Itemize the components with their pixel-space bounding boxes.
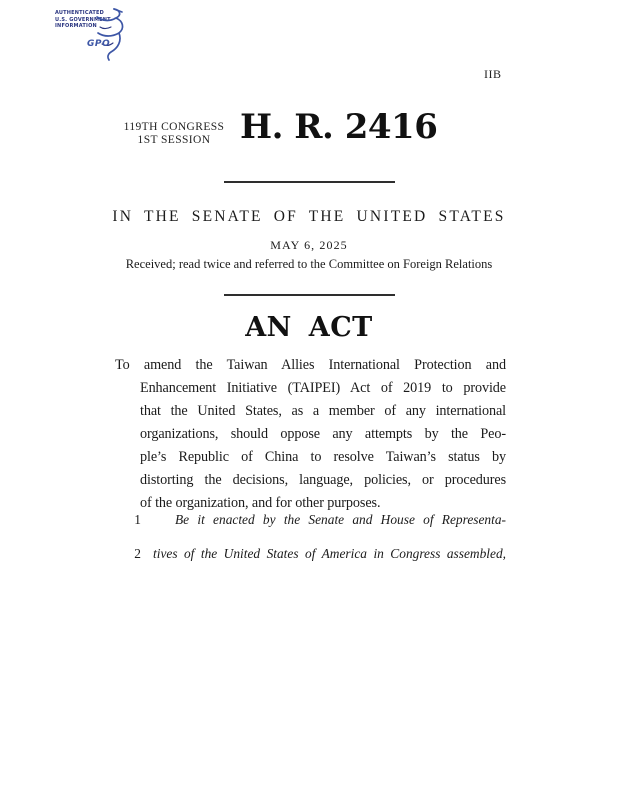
date-line: MAY 6, 2025 bbox=[270, 238, 348, 252]
gpo-eagle-icon bbox=[95, 7, 127, 61]
long-title-line: that the United States, as a member of any international bbox=[140, 403, 506, 419]
line-number: 2 bbox=[134, 546, 141, 561]
gpo-auth-line2: U.S. GOVERNMENT bbox=[55, 16, 111, 23]
referral-line: Received; read twice and referred to the Committee on Foreign Relations bbox=[125, 257, 493, 271]
long-title-line: organizations, should oppose any attempts by the Peo- bbox=[140, 426, 506, 442]
act-heading: AN ACT bbox=[245, 312, 373, 343]
long-title-line: distorting the decisions, language, policies, or procedures bbox=[140, 472, 506, 488]
bill-text-line bbox=[115, 540, 506, 568]
divider-rule-bottom bbox=[224, 294, 395, 296]
gpo-auth-line1: AUTHENTICATED bbox=[55, 10, 104, 16]
gpo-logo-text: GPO bbox=[87, 39, 111, 49]
bill-text-line bbox=[115, 506, 506, 534]
long-title-line: Enhancement Initiative (TAIPEI) Act of 2019 to provide bbox=[140, 380, 506, 396]
congress-session-block bbox=[120, 121, 228, 147]
congress-line: 119TH CONGRESS bbox=[123, 121, 225, 133]
line-number: 1 bbox=[134, 512, 141, 527]
long-title-line: To amend the Taiwan Allies International Protection and bbox=[115, 357, 506, 373]
gpo-authentication-seal bbox=[55, 7, 127, 61]
chamber-heading: IN THE SENATE OF THE UNITED STATES bbox=[112, 208, 506, 225]
long-title-line: of the organization, and for other purposes. bbox=[140, 495, 381, 511]
line-text: Be it enacted by the Senate and House of Representa- bbox=[175, 512, 506, 527]
bill-number: H. R. 2416 bbox=[240, 107, 438, 147]
divider-rule-top bbox=[224, 181, 395, 183]
long-title-paragraph bbox=[115, 354, 506, 515]
calendar-code: IIB bbox=[484, 67, 502, 81]
gpo-authentication-text bbox=[55, 10, 111, 30]
long-title-line: ple’s Republic of China to resolve Taiwan’s status by bbox=[140, 449, 506, 465]
line-text: tives of the United States of America in Congress assembled, bbox=[153, 546, 506, 561]
session-line: 1ST SESSION bbox=[137, 134, 211, 146]
gpo-auth-line3: INFORMATION bbox=[55, 23, 97, 29]
enacting-clause bbox=[115, 506, 506, 568]
